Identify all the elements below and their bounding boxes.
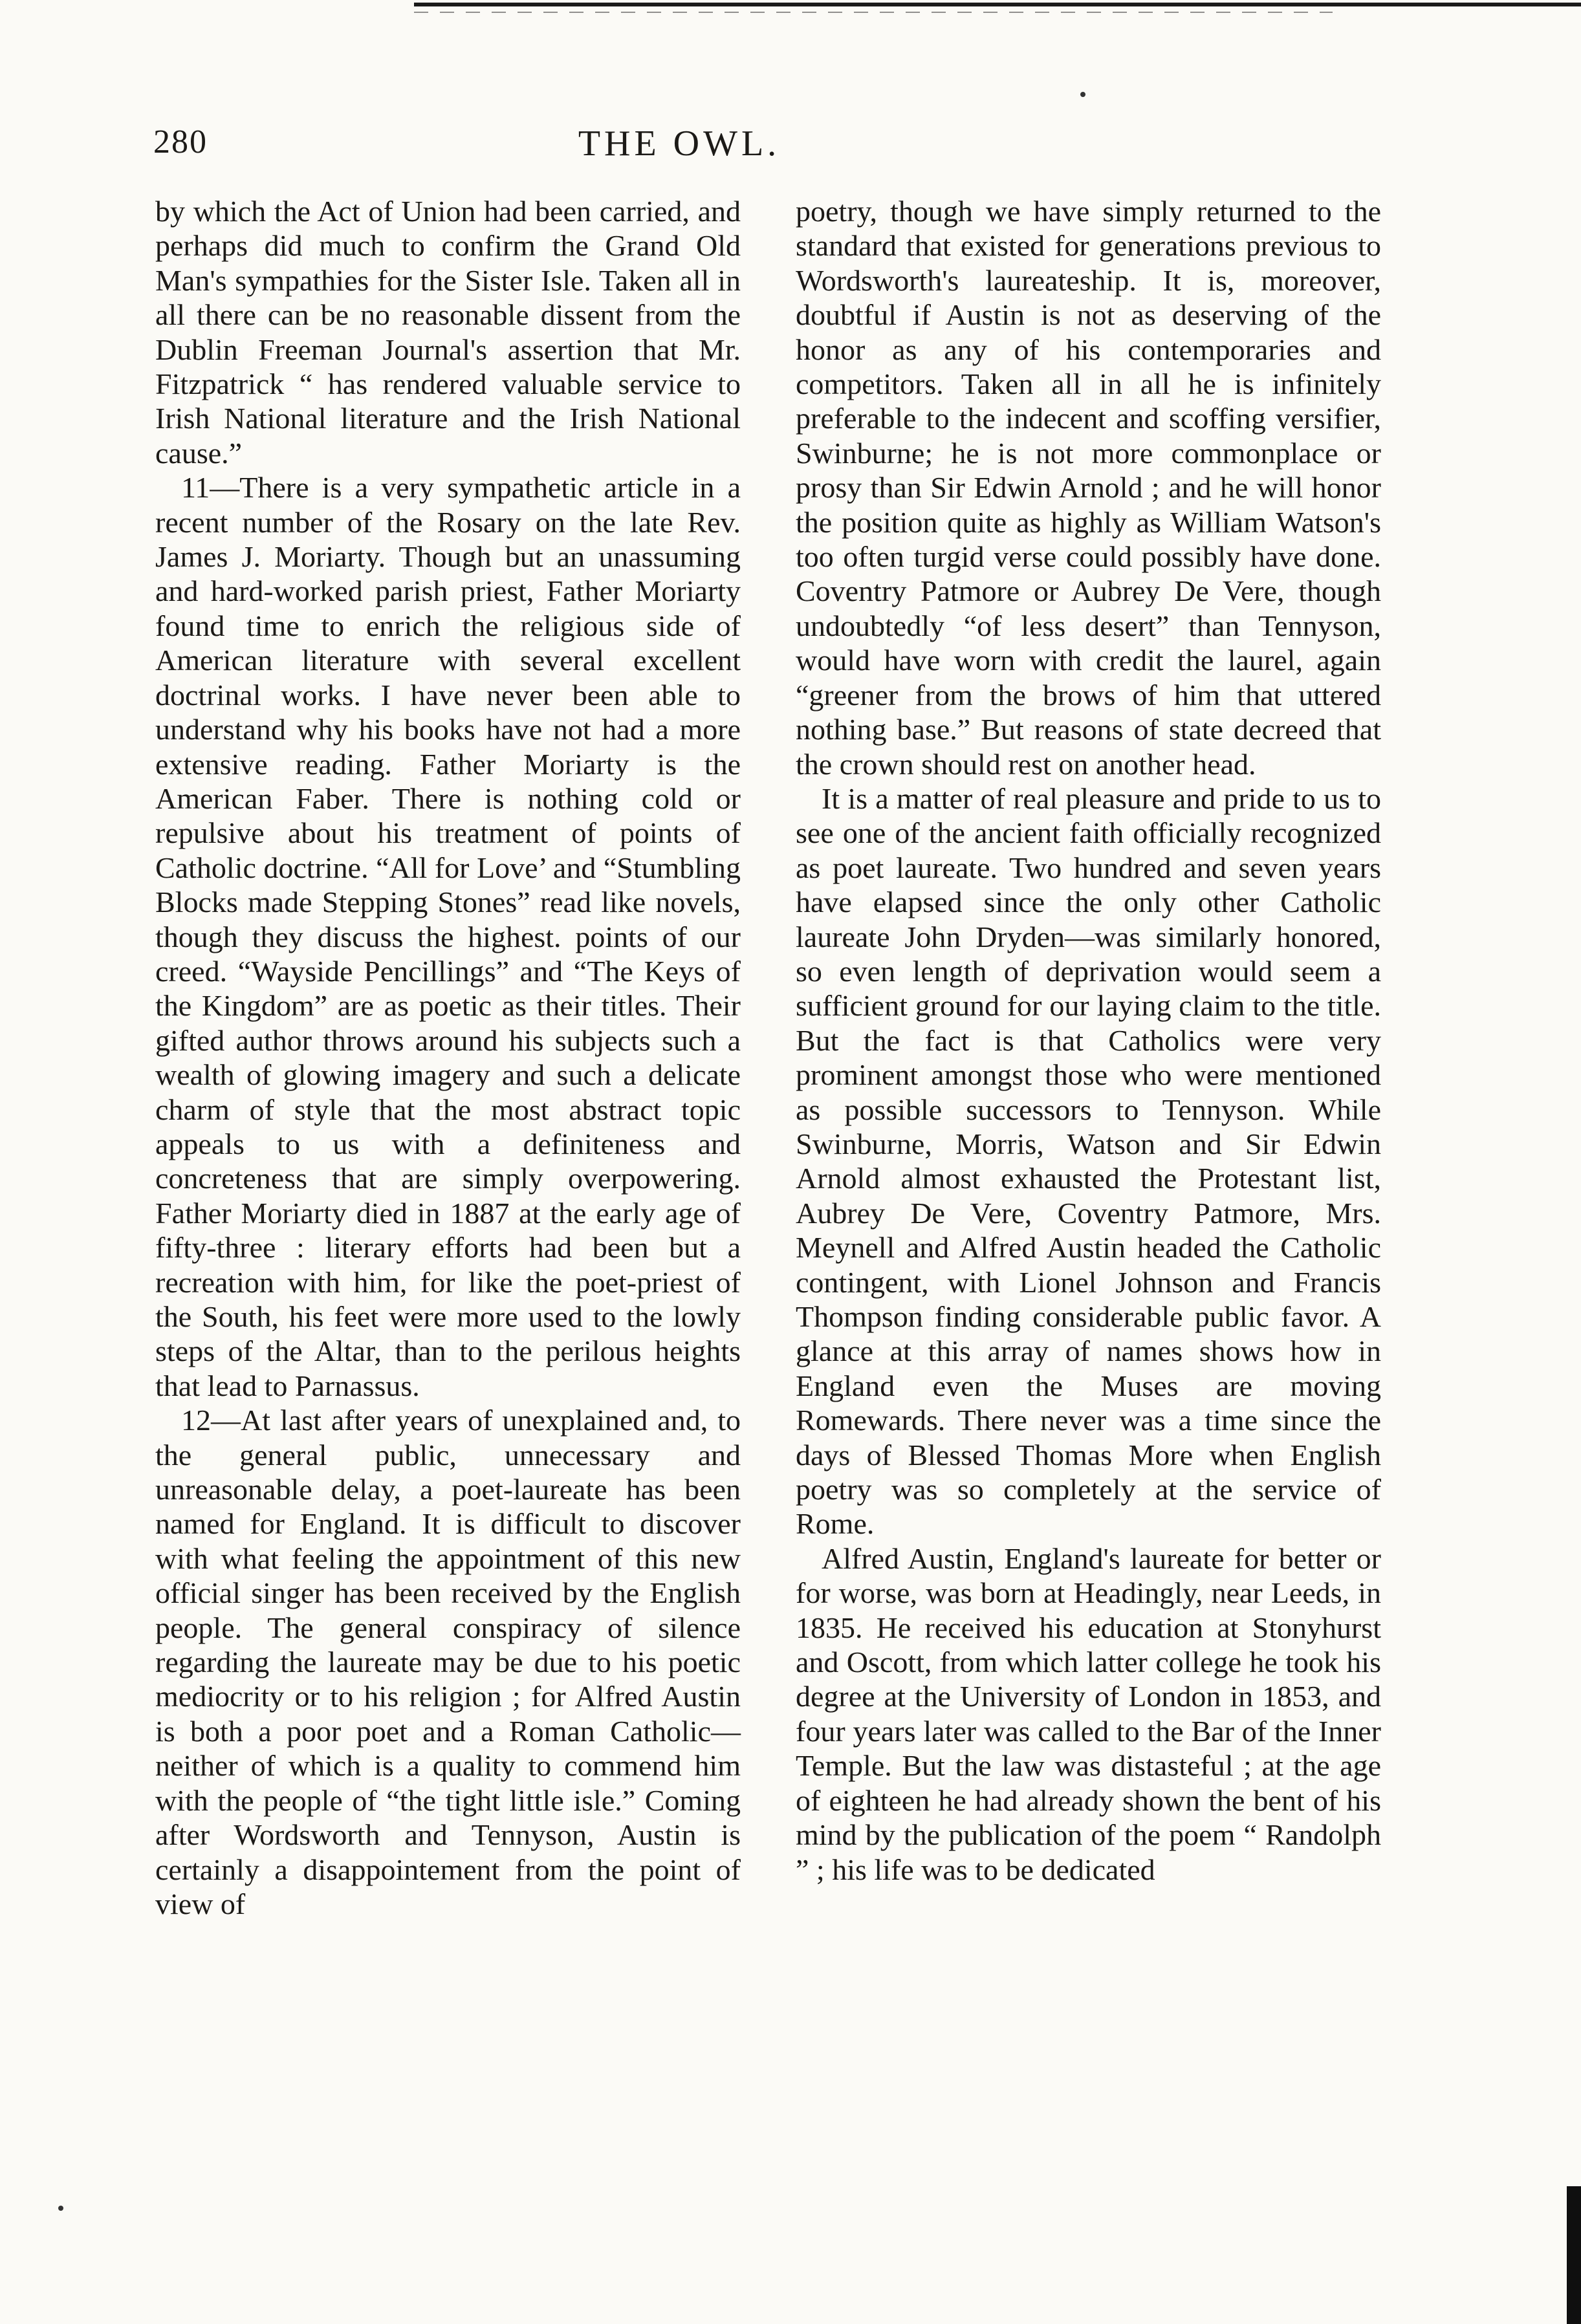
- ink-speck: [1080, 92, 1085, 97]
- paragraph-austin-biography: Alfred Austin, England's laureate for better or for worse, was born at Headingly, near Leeds, in 1835. He received his education at Stonyhurst and Oscott, from which latter college he took his degree at the University of London in 1853, and four years later was called to the Bar of the Inner Temple. But the law was distasteful ; at the age of eighteen he had already shown the bent of his mind by the publication of the poem “ Randolph ” ; his life was to be dedicated: [796, 1541, 1381, 1886]
- binding-edge-shadow: [1567, 2186, 1581, 2324]
- paragraph-continued-right: poetry, though we have simply returned to the standard that existed for generations previous to Wordsworth's laureateship. It is, moreover, doubtful if Austin is not as deserving of the honor as any of his contemporaries and competitors. Taken all in all he is infinitely preferable to the indecent and scoffing versifier, Swinburne; he is not more commonplace or prosy than Sir Edwin Arnold ; and he will honor the position quite as highly as William Watson's too often turgid verse could possibly have done. Coventry Patmore or Aubrey De Vere, though undoubtedly “of less desert” than Tennyson, would have worn with credit the laurel, again “greener from the brows of him that uttered nothing base.” But reasons of state decreed that the crown should rest on another head.: [796, 195, 1381, 781]
- paragraph-continued: by which the Act of Union had been carried, and perhaps did much to confirm the Grand Old Man's sympathies for the Sister Isle. Taken all in all there can be no reasonable dissent from the Dublin Freeman Journal's assertion that Mr. Fitzpatrick “ has rendered valuable service to Irish National literature and the Irish National cause.”: [155, 195, 741, 470]
- running-title: THE OWL.: [578, 124, 781, 164]
- ink-speck: [58, 2206, 63, 2211]
- top-edge-rule: [414, 3, 1581, 6]
- right-column: [796, 194, 1381, 1887]
- top-edge-dashes: [414, 12, 1333, 13]
- page-header: [146, 123, 1213, 175]
- page-number: 280: [153, 124, 208, 160]
- paragraph-item-11: 11—There is a very sympathetic article in a recent number of the Rosary on the late Rev. James J. Moriarty. Though but an unassuming and hard-worked parish priest, Father Moriarty found time to enrich the religious side of American literature with several excellent doctrinal works. I have never been able to understand why his books have not had a more extensive reading. Father Moriarty is the American Faber. There is nothing cold or repulsive about his treatment of points of Catholic doctrine. “All for Love’ and “Stumbling Blocks made Stepping Stones” read like novels, though they discuss the highest. points of our creed. “Wayside Pencillings” and “The Keys of the Kingdom” are as poetic as their titles. Their gifted author throws around his subjects such a wealth of glowing imagery and such a delicate charm of style that the most abstract topic appeals to us with a definiteness and concreteness that are simply overpowering. Father Moriarty died in 1887 at the early age of fifty-three : literary efforts had been but a recreation with him, for like the poet-priest of the South, his feet were more used to the lowly steps of the Altar, than to the perilous heights that lead to Parnassus.: [155, 471, 741, 1402]
- paragraph-catholic-laureate: It is a matter of real pleasure and pride to us to see one of the ancient faith officially recognized as poet laureate. Two hundred and seven years have elapsed since the only other Catholic laureate John Dryden—was similarly honored, so even length of deprivation would seem a sufficient ground for our laying claim to the title. But the fact is that Catholics were very prominent amongst those who were mentioned as possible successors to Tennyson. While Swinburne, Morris, Watson and Sir Edwin Arnold almost exhausted the Protestant list, Aubrey De Vere, Coventry Patmore, Mrs. Meynell and Alfred Austin headed the Catholic contingent, with Lionel Johnson and Francis Thompson finding considerable public favor. A glance at this array of names shows how in England even the Muses are moving Romewards. There never was a time since the days of Blessed Thomas More when English poetry was so completely at the service of Rome.: [796, 781, 1381, 1541]
- paragraph-item-12: 12—At last after years of unexplained and, to the general public, unnecessary and unreasonable delay, a poet-laureate has been named for England. It is difficult to discover with what feeling the appointment of this new official singer has been received by the English people. The general conspiracy of silence regarding the laureate may be due to his poetic mediocrity or to his religion ; for Alfred Austin is both a poor poet and a Roman Catholic—neither of which is a quality to commend him with the people of “the tight little isle.” Coming after Wordsworth and Tennyson, Austin is certainly a disappointement from the point of view of: [155, 1404, 741, 1920]
- left-column: [155, 194, 741, 1921]
